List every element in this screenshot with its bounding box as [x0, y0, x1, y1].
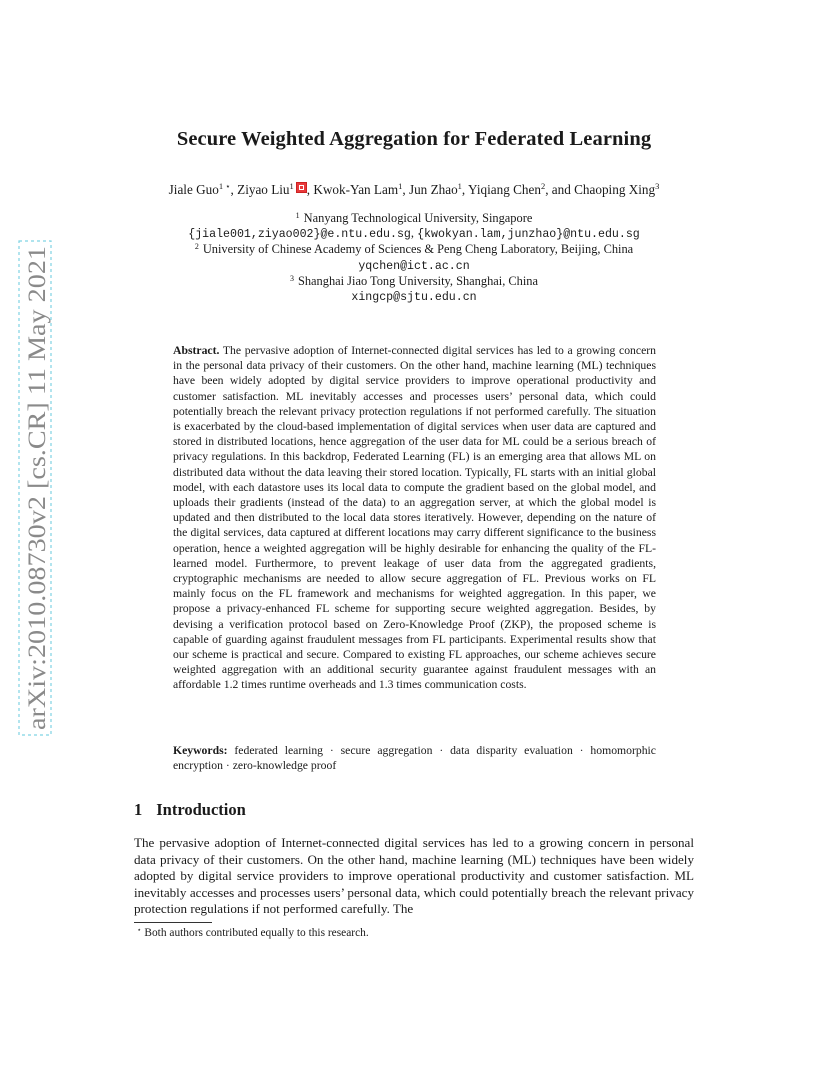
- affiliation-2: $^2$ University of Chinese Academy of Sciences & Peng Cheng Laboratory, Beijing, China: [194, 242, 634, 257]
- abstract: [173, 343, 656, 693]
- author-name: Chaoping Xing: [574, 182, 656, 197]
- author-affil-mark: 2: [540, 181, 546, 191]
- abstract-label: Abstract.: [173, 344, 220, 357]
- email[interactable]: {jiale001,ziyao002}@e.ntu.edu.sg: [188, 228, 411, 242]
- author-name: Yiqiang Chen: [468, 182, 541, 197]
- orcid-icon[interactable]: [296, 182, 307, 193]
- affiliation-2-email: [0, 258, 828, 274]
- email[interactable]: xingcp@sjtu.edu.cn: [351, 291, 477, 305]
- author-name: Jun Zhao: [408, 182, 458, 197]
- author-conjunction: and: [551, 182, 571, 197]
- footnote-mark: ⋆: [137, 926, 142, 934]
- arxiv-watermark-text: arXiv:2010.08730v2 [cs.CR] 11 May 2021: [24, 300, 51, 730]
- affiliations: [0, 211, 828, 305]
- author-affil-mark: 3: [655, 181, 660, 191]
- arxiv-watermark: [18, 240, 52, 736]
- author-list: Jiale Guo$^{1 ⋆}$, Ziyao Liu$^1$ , Kwok-Yan Lam$^1$, Jun Zhao$^1$, Yiqiang Chen$^2$, and Chaoping Xing$^3$: [168, 181, 660, 197]
- footnote-text: Both authors contributed equally to this research.: [144, 927, 369, 939]
- intro-paragraph: The pervasive adoption of Internet-connected digital services has led to a growing concern in personal data privacy of their customers. On the other hand, machine learning (ML) techniques have been widely adopted by digital service providers to improve operational productivity and customer satisfaction. ML inevitably accesses and processes users’ personal data, which could potentially breach the relevant privacy protection regulations if not performed carefully. The: [134, 835, 694, 917]
- affiliation-1: $^1$ Nanyang Technological University, Singapore: [295, 211, 533, 225]
- section-title: Introduction: [156, 800, 246, 819]
- paper-title: Secure Weighted Aggregation for Federated Learning: [176, 128, 652, 150]
- abstract-text: The pervasive adoption of Internet-connected digital services has led to a growing concern in the personal data privacy of their customers. On the other hand, machine learning (ML) techniques have been widely adopted by digital service providers to improve operational productivity and customer satisfaction. ML inevitably accesses and processes users’ personal data, which could potentially breach the relevant privacy protection regulations if not performed carefully. The situation is exacerbated by the cloud-based implementation of digital services when user data are captured and stored in distributed locations, hence aggregation of the user data for ML could be a serious breach of privacy regulations. In this backdrop, Federated Learning (FL) is an emerging area that allows ML on distributed data without the data leaving their stored location. Typically, FL starts with an initial global model, with each datastore uses its local data to compute the gradient based on the global model, and uploads their gradients (instead of the data) to an aggregation server, at which the global model is updated and then distributed to the local data stores iteratively. However, depending on the nature of the digital services, data captured at different locations may carry different significance to the business operation, hence a weighted aggregation will be highly desirable for enhancing the quality of the FL-learned model. Furthermore, to prevent leakage of user data from the aggregated gradients, cryptographic mechanisms are needed to allow secure aggregation of FL. Previous works on FL mainly focus on the FL framework and mechanisms for weighted aggregation. In this paper, we propose a privacy-enhanced FL scheme for supporting secure weighted aggregation. Besides, by devising a verification protocol based on Zero-Knowledge Proof (ZKP), the proposed scheme is capable of guarding against fraudulent messages from FL participants. Experimental results show that our scheme is practical and secure. Compared to existing FL approaches, our scheme achieves secure weighted aggregation with an additional security guarantee against fraudulent messages with an affordable 1.2 times runtime overheads and 1.3 times communication costs.: [173, 344, 656, 692]
- section-number: 1: [134, 800, 143, 819]
- footnote-rule: [134, 922, 212, 923]
- affiliation-1-emails: {jiale001,ziyao002}@e.ntu.edu.sg, {kwokyan.lam,junzhao}@ntu.edu.sg: [188, 226, 640, 242]
- author-affil-mark: 1: [457, 181, 462, 191]
- author-name: Kwok-Yan Lam: [313, 182, 399, 197]
- email[interactable]: {kwokyan.lam,junzhao}@ntu.edu.sg: [417, 228, 640, 242]
- author-affil-mark: 1 ⋆: [218, 181, 231, 191]
- section-heading: [134, 800, 246, 820]
- email[interactable]: yqchen@ict.ac.cn: [358, 259, 470, 273]
- author-name: Ziyao Liu: [237, 182, 290, 197]
- footnote: [137, 927, 369, 939]
- author-affil-mark: 1: [398, 181, 403, 191]
- author-name: Jiale Guo: [168, 182, 219, 197]
- keywords: [173, 743, 656, 773]
- keywords-text: federated learning · secure aggregation · data disparity evaluation · homomorphic encryption · zero-knowledge proof: [173, 744, 656, 773]
- keywords-label: Keywords:: [173, 744, 228, 757]
- affiliation-3: $^3$ Shanghai Jiao Tong University, Shanghai, China: [289, 273, 539, 288]
- author-affil-mark: 1: [289, 181, 294, 191]
- affiliation-3-email: [0, 289, 828, 305]
